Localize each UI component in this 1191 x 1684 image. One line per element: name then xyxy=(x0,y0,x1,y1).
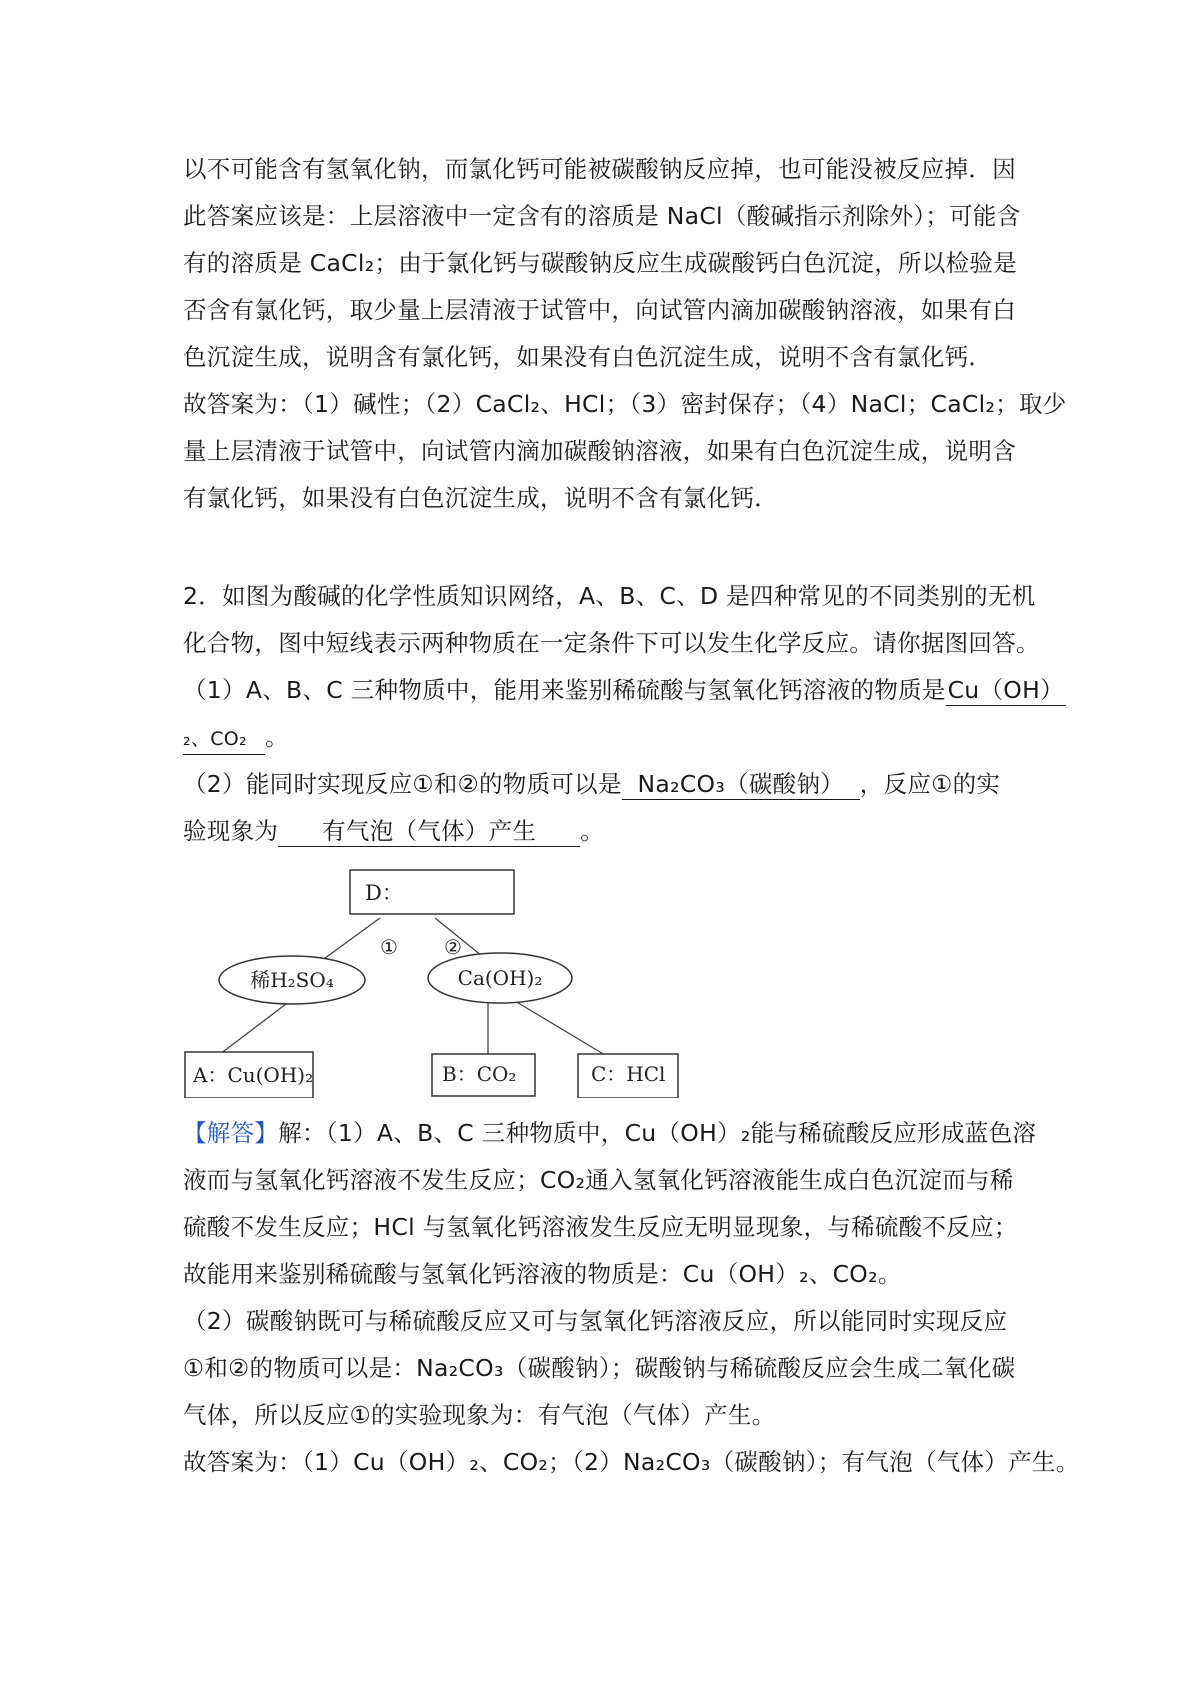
solution-line: 气体，所以反应①的实验现象为：有气泡（气体）产生。 xyxy=(183,1401,776,1429)
text-line: 否含有氯化钙，取少量上层清液于试管中，向试管内滴加碳酸钠溶液，如果有白 xyxy=(183,296,1016,324)
text-line: 此答案应该是：上层溶液中一定含有的溶质是 NaCl（酸碱指示剂除外）；可能含 xyxy=(183,202,1021,230)
answer-blank: Cu（OH） xyxy=(947,676,1064,704)
acid-base-network-diagram xyxy=(180,858,700,1098)
sub-question-1 xyxy=(183,667,1064,714)
text-line: 有的溶质是 CaCl₂；由于氯化钙与碳酸钠反应生成碳酸钙白色沉淀，所以检验是 xyxy=(183,249,1018,277)
punctuation: 。 xyxy=(265,723,289,751)
solution-line: 硫酸不发生反应；HCl 与氢氧化钙溶液发生反应无明显现象，与稀硫酸不反应； xyxy=(183,1213,1018,1241)
sub-question-text: 验现象为 xyxy=(183,817,279,845)
text-line: 量上层清液于试管中，向试管内滴加碳酸钠溶液，如果有白色沉淀生成，说明含 xyxy=(183,437,1016,465)
box-a-label: A：Cu(OH)₂ xyxy=(193,1063,314,1087)
solution-line: 故答案为：（1）Cu（OH）₂、CO₂；（2）Na₂CO₃（碳酸钠）；有气泡（气体）产生。 xyxy=(183,1448,1080,1476)
answer-blank: 有气泡（气体）产生 xyxy=(278,816,580,847)
sub-question-2-continued xyxy=(183,808,1023,855)
solution-text: 解：（1）A、B、C 三种物质中，Cu（OH）₂能与稀硫酸反应形成蓝色溶 xyxy=(278,1119,1037,1147)
question-stem-line: 化合物，图中短线表示两种物质在一定条件下可以发生化学反应。请你据图回答。 xyxy=(183,629,1040,657)
box-d-label: D： xyxy=(365,881,403,905)
text-line: 故答案为：（1）碱性；（2）CaCl₂、HCl；（3）密封保存；（4）NaCl；CaCl₂；取少 xyxy=(183,390,1067,418)
reaction-1-label: ① xyxy=(380,935,398,959)
sub-question-text: （1）A、B、C 三种物质中，能用来鉴别稀硫酸与氢氧化钙溶液的物质是 xyxy=(183,676,946,704)
text-line: 色沉淀生成，说明含有氯化钙，如果没有白色沉淀生成，说明不含有氯化钙． xyxy=(183,343,993,371)
connector-line xyxy=(510,998,610,1058)
solution-line: 故能用来鉴别稀硫酸与氢氧化钙溶液的物质是：Cu（OH）₂、CO₂。 xyxy=(183,1260,902,1288)
base-label: Ca(OH)₂ xyxy=(457,966,543,990)
solution-line: （2）碳酸钠既可与稀硫酸反应又可与氢氧化钙溶液反应，所以能同时实现反应 xyxy=(183,1307,1008,1335)
solution-tag: 【解答】 xyxy=(183,1119,279,1147)
box-c-label: C：HCl xyxy=(591,1062,666,1086)
solution-line: 液而与氢氧化钙溶液不发生反应；CO₂通入氢氧化钙溶液能生成白色沉淀而与稀 xyxy=(183,1166,1014,1194)
answer-blank: Na₂CO₃（碳酸钠） xyxy=(622,769,860,800)
sub-question-text: ，反应①的实 xyxy=(859,770,1001,798)
box-b-label: B：CO₂ xyxy=(442,1062,517,1086)
question-stem-line: 2．如图为酸碱的化学性质知识网络，A、B、C、D 是四种常见的不同类别的无机 xyxy=(183,582,1036,610)
question-2 xyxy=(183,573,1064,855)
sub-question-2 xyxy=(183,761,1023,808)
solution-block xyxy=(183,1110,1080,1486)
sub-question-1-continued xyxy=(183,714,1023,761)
acid-label: 稀H₂SO₄ xyxy=(250,968,334,992)
text-line: 有氯化钙，如果没有白色沉淀生成，说明不含有氯化钙． xyxy=(183,484,778,512)
answer-blank: ₂、CO₂ xyxy=(183,724,265,755)
reaction-2-label: ② xyxy=(444,935,462,959)
solution-line: ①和②的物质可以是：Na₂CO₃（碳酸钠）；碳酸钠与稀硫酸反应会生成二氧化碳 xyxy=(183,1354,1016,1382)
previous-answer-block xyxy=(183,146,1067,522)
punctuation: 。 xyxy=(580,817,605,845)
solution-first-line xyxy=(183,1110,1037,1157)
sub-question-text: （2）能同时实现反应①和②的物质可以是 xyxy=(183,770,622,798)
text-line: 以不可能含有氢氧化钠，而氯化钙可能被碳酸钠反应掉，也可能没被反应掉．因 xyxy=(183,155,1016,183)
